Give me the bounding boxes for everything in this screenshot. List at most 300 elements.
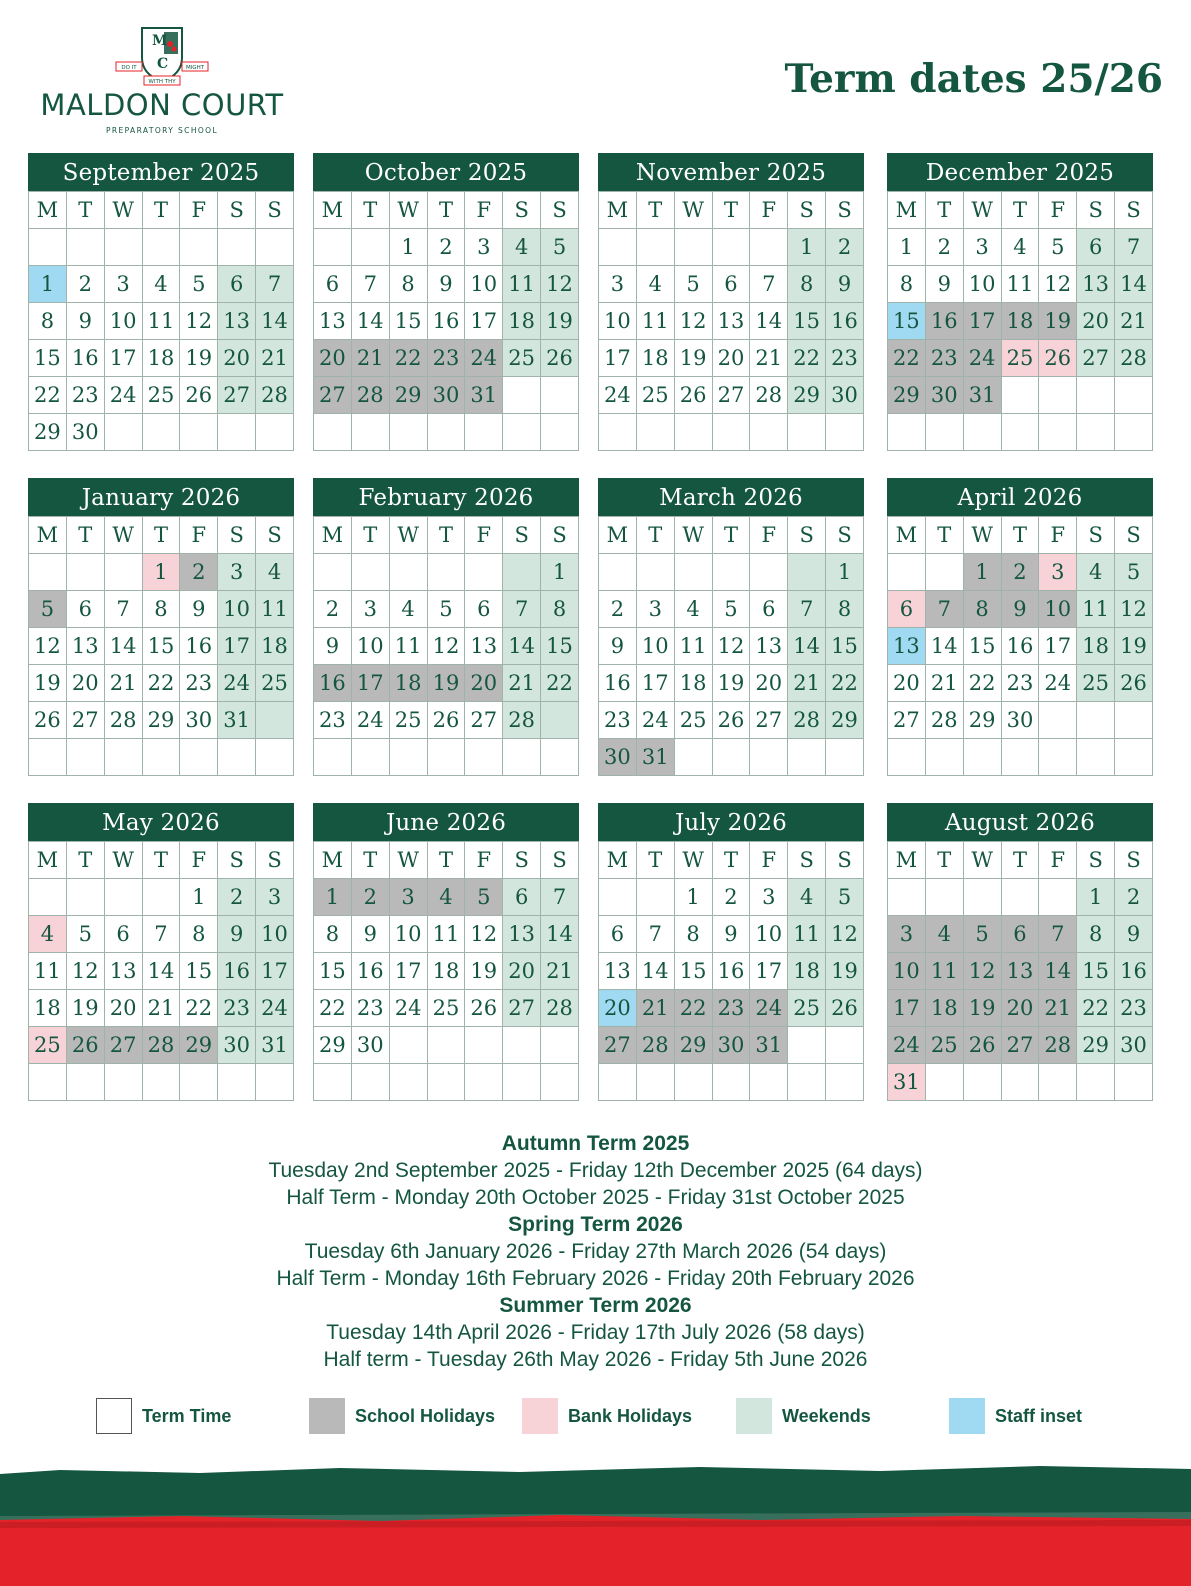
- empty-day-cell: [180, 1064, 218, 1101]
- empty-day-cell: [826, 1027, 864, 1064]
- empty-day-cell: [750, 1064, 788, 1101]
- day-cell: 10: [218, 591, 256, 628]
- day-cell: 18: [925, 990, 963, 1027]
- day-cell: 21: [541, 953, 579, 990]
- weekday-label: S: [218, 192, 256, 229]
- empty-day-cell: [256, 702, 294, 739]
- day-cell: 24: [218, 665, 256, 702]
- day-cell: 25: [636, 377, 674, 414]
- day-cell: 24: [104, 377, 142, 414]
- day-cell: 23: [314, 702, 352, 739]
- empty-day-cell: [712, 1064, 750, 1101]
- weekday-label: M: [599, 517, 637, 554]
- day-cell: 4: [29, 916, 67, 953]
- day-cell: 7: [104, 591, 142, 628]
- term-title: Spring Term 2026: [508, 1213, 683, 1236]
- day-cell: 19: [674, 340, 712, 377]
- weekday-label: M: [29, 192, 67, 229]
- day-cell: 5: [1115, 554, 1153, 591]
- day-cell: 7: [636, 916, 674, 953]
- day-cell: 9: [1115, 916, 1153, 953]
- empty-day-cell: [788, 1027, 826, 1064]
- day-cell: 17: [389, 953, 427, 990]
- weekday-label: S: [1115, 517, 1153, 554]
- weekday-label: W: [963, 192, 1001, 229]
- legend-label: School Holidays: [355, 1406, 496, 1426]
- day-cell: 16: [712, 953, 750, 990]
- weekday-label: W: [389, 842, 427, 879]
- week-row: [599, 990, 864, 1027]
- day-cell: 28: [503, 702, 541, 739]
- day-cell: 15: [142, 628, 180, 665]
- month-calendar: [313, 478, 579, 776]
- day-cell: 1: [29, 266, 67, 303]
- day-cell: 10: [750, 916, 788, 953]
- empty-day-cell: [142, 739, 180, 776]
- day-cell: 18: [142, 340, 180, 377]
- day-cell: 2: [218, 879, 256, 916]
- weekday-label: T: [1001, 842, 1039, 879]
- day-cell: 28: [1039, 1027, 1077, 1064]
- empty-day-cell: [750, 554, 788, 591]
- weekday-header-row: [314, 192, 579, 229]
- weekday-label: W: [963, 517, 1001, 554]
- empty-day-cell: [1001, 377, 1039, 414]
- day-cell: 23: [218, 990, 256, 1027]
- day-cell: 29: [1077, 1027, 1115, 1064]
- weekday-label: W: [104, 842, 142, 879]
- weekday-label: T: [1001, 517, 1039, 554]
- empty-day-cell: [674, 414, 712, 451]
- day-cell: 22: [888, 340, 926, 377]
- empty-day-cell: [142, 879, 180, 916]
- day-cell: 6: [888, 591, 926, 628]
- day-cell: 1: [963, 554, 1001, 591]
- day-cell: 25: [925, 1027, 963, 1064]
- day-cell: 3: [599, 266, 637, 303]
- crest-motto-right: MIGHT: [185, 65, 205, 71]
- empty-day-cell: [351, 1064, 389, 1101]
- day-cell: 25: [1001, 340, 1039, 377]
- empty-day-cell: [788, 414, 826, 451]
- empty-day-cell: [674, 1064, 712, 1101]
- day-cell: 8: [963, 591, 1001, 628]
- empty-day-cell: [1077, 702, 1115, 739]
- day-cell: 11: [503, 266, 541, 303]
- empty-day-cell: [180, 229, 218, 266]
- day-cell: 5: [1039, 229, 1077, 266]
- empty-day-cell: [750, 739, 788, 776]
- weekday-label: T: [351, 517, 389, 554]
- day-cell: 29: [888, 377, 926, 414]
- weekday-header-row: [314, 517, 579, 554]
- empty-day-cell: [541, 414, 579, 451]
- weekday-label: M: [888, 192, 926, 229]
- day-cell: 5: [29, 591, 67, 628]
- day-cell: 4: [788, 879, 826, 916]
- day-cell: 25: [427, 990, 465, 1027]
- day-cell: 10: [351, 628, 389, 665]
- weekday-label: T: [925, 192, 963, 229]
- weekday-label: S: [218, 517, 256, 554]
- month-calendar: [598, 478, 864, 776]
- day-cell: 19: [826, 953, 864, 990]
- day-cell: 4: [142, 266, 180, 303]
- day-cell: 22: [788, 340, 826, 377]
- empty-day-cell: [750, 229, 788, 266]
- week-row: [314, 953, 579, 990]
- empty-day-cell: [1039, 377, 1077, 414]
- day-cell: 27: [1001, 1027, 1039, 1064]
- empty-day-cell: [888, 414, 926, 451]
- empty-day-cell: [351, 739, 389, 776]
- day-cell: 20: [712, 340, 750, 377]
- day-cell: 4: [256, 554, 294, 591]
- day-cell: 12: [826, 916, 864, 953]
- weekday-label: T: [427, 842, 465, 879]
- day-cell: 28: [636, 1027, 674, 1064]
- day-cell: 3: [465, 229, 503, 266]
- day-cell: 26: [66, 1027, 104, 1064]
- day-cell: 12: [1039, 266, 1077, 303]
- day-cell: 2: [314, 591, 352, 628]
- day-cell: 11: [788, 916, 826, 953]
- weekday-label: M: [314, 517, 352, 554]
- day-cell: 25: [788, 990, 826, 1027]
- day-cell: 30: [1001, 702, 1039, 739]
- day-cell: 15: [788, 303, 826, 340]
- day-cell: 22: [142, 665, 180, 702]
- day-cell: 3: [888, 916, 926, 953]
- weekday-label: S: [788, 517, 826, 554]
- day-cell: 6: [1077, 229, 1115, 266]
- weekday-label: F: [180, 517, 218, 554]
- month-title: May 2026: [28, 803, 294, 841]
- week-row: [599, 554, 864, 591]
- empty-day-cell: [29, 879, 67, 916]
- day-cell: 2: [925, 229, 963, 266]
- month-title: April 2026: [887, 478, 1153, 516]
- month-title: January 2026: [28, 478, 294, 516]
- month-calendar: [28, 803, 294, 1101]
- week-row: [29, 665, 294, 702]
- days-table: [313, 191, 579, 451]
- weekday-label: W: [674, 517, 712, 554]
- weekday-label: T: [427, 517, 465, 554]
- week-row: [29, 377, 294, 414]
- crest-letter-m: M: [152, 33, 168, 49]
- empty-day-cell: [465, 1064, 503, 1101]
- day-cell: 12: [674, 303, 712, 340]
- weekday-label: T: [925, 842, 963, 879]
- day-cell: 5: [674, 266, 712, 303]
- day-cell: 24: [351, 702, 389, 739]
- empty-day-cell: [1039, 879, 1077, 916]
- day-cell: 28: [256, 377, 294, 414]
- empty-day-cell: [712, 554, 750, 591]
- empty-day-cell: [104, 1064, 142, 1101]
- day-cell: 13: [465, 628, 503, 665]
- day-cell: 21: [142, 990, 180, 1027]
- day-cell: 20: [465, 665, 503, 702]
- weekday-label: W: [963, 842, 1001, 879]
- empty-day-cell: [104, 414, 142, 451]
- empty-day-cell: [104, 554, 142, 591]
- empty-day-cell: [712, 229, 750, 266]
- day-cell: 25: [29, 1027, 67, 1064]
- day-cell: 19: [180, 340, 218, 377]
- empty-day-cell: [180, 739, 218, 776]
- day-cell: 17: [636, 665, 674, 702]
- weekday-label: T: [712, 842, 750, 879]
- day-cell: 26: [1039, 340, 1077, 377]
- week-row: [599, 1027, 864, 1064]
- days-table: [887, 841, 1153, 1101]
- empty-day-cell: [1001, 879, 1039, 916]
- empty-day-cell: [142, 229, 180, 266]
- term-detail-line: Tuesday 6th January 2026 - Friday 27th March 2026 (54 days): [304, 1240, 887, 1263]
- day-cell: 7: [142, 916, 180, 953]
- empty-day-cell: [29, 229, 67, 266]
- footer-brush-bands: [0, 1460, 1191, 1586]
- week-row: [888, 554, 1153, 591]
- day-cell: 6: [599, 916, 637, 953]
- day-cell: 3: [750, 879, 788, 916]
- day-cell: 21: [1039, 990, 1077, 1027]
- empty-day-cell: [66, 1064, 104, 1101]
- day-cell: 27: [712, 377, 750, 414]
- empty-day-cell: [389, 414, 427, 451]
- day-cell: 23: [712, 990, 750, 1027]
- empty-day-cell: [788, 739, 826, 776]
- day-cell: 9: [180, 591, 218, 628]
- empty-day-cell: [925, 1064, 963, 1101]
- days-table: [887, 191, 1153, 451]
- day-cell: 29: [180, 1027, 218, 1064]
- month-calendar: [887, 153, 1153, 451]
- week-row: [599, 702, 864, 739]
- weekday-label: W: [389, 192, 427, 229]
- day-cell: 8: [541, 591, 579, 628]
- weekday-label: T: [351, 192, 389, 229]
- week-row: [314, 916, 579, 953]
- day-cell: 3: [636, 591, 674, 628]
- week-row: [29, 702, 294, 739]
- week-row: [314, 266, 579, 303]
- day-cell: 7: [788, 591, 826, 628]
- day-cell: 8: [788, 266, 826, 303]
- day-cell: 26: [465, 990, 503, 1027]
- day-cell: 29: [826, 702, 864, 739]
- day-cell: 16: [218, 953, 256, 990]
- day-cell: 20: [104, 990, 142, 1027]
- day-cell: 10: [636, 628, 674, 665]
- empty-day-cell: [142, 414, 180, 451]
- day-cell: 16: [925, 303, 963, 340]
- day-cell: 26: [180, 377, 218, 414]
- month-calendar: [598, 803, 864, 1101]
- empty-day-cell: [1115, 377, 1153, 414]
- day-cell: 28: [142, 1027, 180, 1064]
- day-cell: 17: [750, 953, 788, 990]
- day-cell: 31: [888, 1064, 926, 1101]
- day-cell: 24: [963, 340, 1001, 377]
- day-cell: 18: [1001, 303, 1039, 340]
- week-row: [29, 739, 294, 776]
- day-cell: 24: [1039, 665, 1077, 702]
- day-cell: 15: [674, 953, 712, 990]
- weekday-label: F: [1039, 517, 1077, 554]
- day-cell: 24: [888, 1027, 926, 1064]
- week-row: [29, 628, 294, 665]
- day-cell: 23: [66, 377, 104, 414]
- empty-day-cell: [427, 739, 465, 776]
- empty-day-cell: [256, 739, 294, 776]
- weekday-label: S: [503, 517, 541, 554]
- day-cell: 21: [503, 665, 541, 702]
- day-cell: 26: [541, 340, 579, 377]
- empty-day-cell: [599, 554, 637, 591]
- day-cell: 21: [104, 665, 142, 702]
- days-table: [313, 516, 579, 776]
- empty-day-cell: [29, 554, 67, 591]
- empty-day-cell: [29, 739, 67, 776]
- day-cell: 31: [963, 377, 1001, 414]
- day-cell: 27: [314, 377, 352, 414]
- weekday-label: T: [142, 842, 180, 879]
- week-row: [599, 229, 864, 266]
- week-row: [599, 1064, 864, 1101]
- week-row: [888, 414, 1153, 451]
- days-table: [598, 841, 864, 1101]
- empty-day-cell: [541, 1064, 579, 1101]
- day-cell: 29: [142, 702, 180, 739]
- day-cell: 8: [389, 266, 427, 303]
- day-cell: 17: [351, 665, 389, 702]
- weekday-label: S: [826, 192, 864, 229]
- day-cell: 3: [351, 591, 389, 628]
- weekday-label: M: [599, 842, 637, 879]
- day-cell: 24: [465, 340, 503, 377]
- day-cell: 9: [599, 628, 637, 665]
- day-cell: 15: [541, 628, 579, 665]
- weekday-label: F: [750, 842, 788, 879]
- day-cell: 5: [180, 266, 218, 303]
- day-cell: 11: [389, 628, 427, 665]
- day-cell: 14: [925, 628, 963, 665]
- empty-day-cell: [636, 229, 674, 266]
- day-cell: 10: [465, 266, 503, 303]
- empty-day-cell: [104, 739, 142, 776]
- day-cell: 20: [750, 665, 788, 702]
- day-cell: 27: [599, 1027, 637, 1064]
- month-title: July 2026: [598, 803, 864, 841]
- days-table: [28, 191, 294, 451]
- empty-day-cell: [465, 1027, 503, 1064]
- day-cell: 11: [1001, 266, 1039, 303]
- legend-swatch: [949, 1398, 985, 1434]
- week-row: [888, 377, 1153, 414]
- weekday-label: T: [66, 517, 104, 554]
- crest-motto-center: WITH THY: [148, 79, 176, 85]
- day-cell: 19: [29, 665, 67, 702]
- weekday-header-row: [29, 842, 294, 879]
- week-row: [888, 1027, 1153, 1064]
- term-summary: [0, 1130, 1191, 1373]
- empty-day-cell: [888, 739, 926, 776]
- legend-swatch: [522, 1398, 558, 1434]
- empty-day-cell: [218, 414, 256, 451]
- day-cell: 10: [104, 303, 142, 340]
- empty-day-cell: [351, 229, 389, 266]
- empty-day-cell: [314, 1064, 352, 1101]
- day-cell: 19: [712, 665, 750, 702]
- day-cell: 23: [427, 340, 465, 377]
- empty-day-cell: [963, 414, 1001, 451]
- day-cell: 25: [503, 340, 541, 377]
- day-cell: 25: [256, 665, 294, 702]
- weekday-label: S: [541, 192, 579, 229]
- empty-day-cell: [314, 554, 352, 591]
- empty-day-cell: [427, 554, 465, 591]
- day-cell: 12: [465, 916, 503, 953]
- weekday-label: M: [888, 517, 926, 554]
- week-row: [599, 414, 864, 451]
- day-cell: 14: [1115, 266, 1153, 303]
- empty-day-cell: [1001, 414, 1039, 451]
- day-cell: 27: [104, 1027, 142, 1064]
- weekday-label: S: [1077, 517, 1115, 554]
- week-row: [888, 340, 1153, 377]
- day-cell: 13: [888, 628, 926, 665]
- week-row: [888, 953, 1153, 990]
- day-cell: 18: [788, 953, 826, 990]
- day-cell: 8: [142, 591, 180, 628]
- empty-day-cell: [1039, 1064, 1077, 1101]
- day-cell: 13: [314, 303, 352, 340]
- day-cell: 5: [66, 916, 104, 953]
- week-row: [888, 990, 1153, 1027]
- weekday-label: W: [389, 517, 427, 554]
- day-cell: 2: [1001, 554, 1039, 591]
- day-cell: 9: [218, 916, 256, 953]
- day-cell: 7: [1115, 229, 1153, 266]
- month-title: March 2026: [598, 478, 864, 516]
- day-cell: 6: [503, 879, 541, 916]
- month-title: August 2026: [887, 803, 1153, 841]
- empty-day-cell: [712, 414, 750, 451]
- day-cell: 30: [427, 377, 465, 414]
- days-table: [598, 191, 864, 451]
- page-title: Term dates 25/26: [784, 56, 1163, 102]
- weekday-label: T: [351, 842, 389, 879]
- day-cell: 7: [1039, 916, 1077, 953]
- day-cell: 15: [888, 303, 926, 340]
- day-cell: 12: [1115, 591, 1153, 628]
- term-title: Summer Term 2026: [499, 1294, 692, 1317]
- day-cell: 24: [636, 702, 674, 739]
- day-cell: 4: [503, 229, 541, 266]
- day-cell: 1: [389, 229, 427, 266]
- week-row: [314, 990, 579, 1027]
- empty-day-cell: [636, 414, 674, 451]
- empty-day-cell: [503, 414, 541, 451]
- week-row: [314, 554, 579, 591]
- day-cell: 11: [1077, 591, 1115, 628]
- day-cell: 11: [256, 591, 294, 628]
- weekday-label: F: [750, 192, 788, 229]
- week-row: [599, 628, 864, 665]
